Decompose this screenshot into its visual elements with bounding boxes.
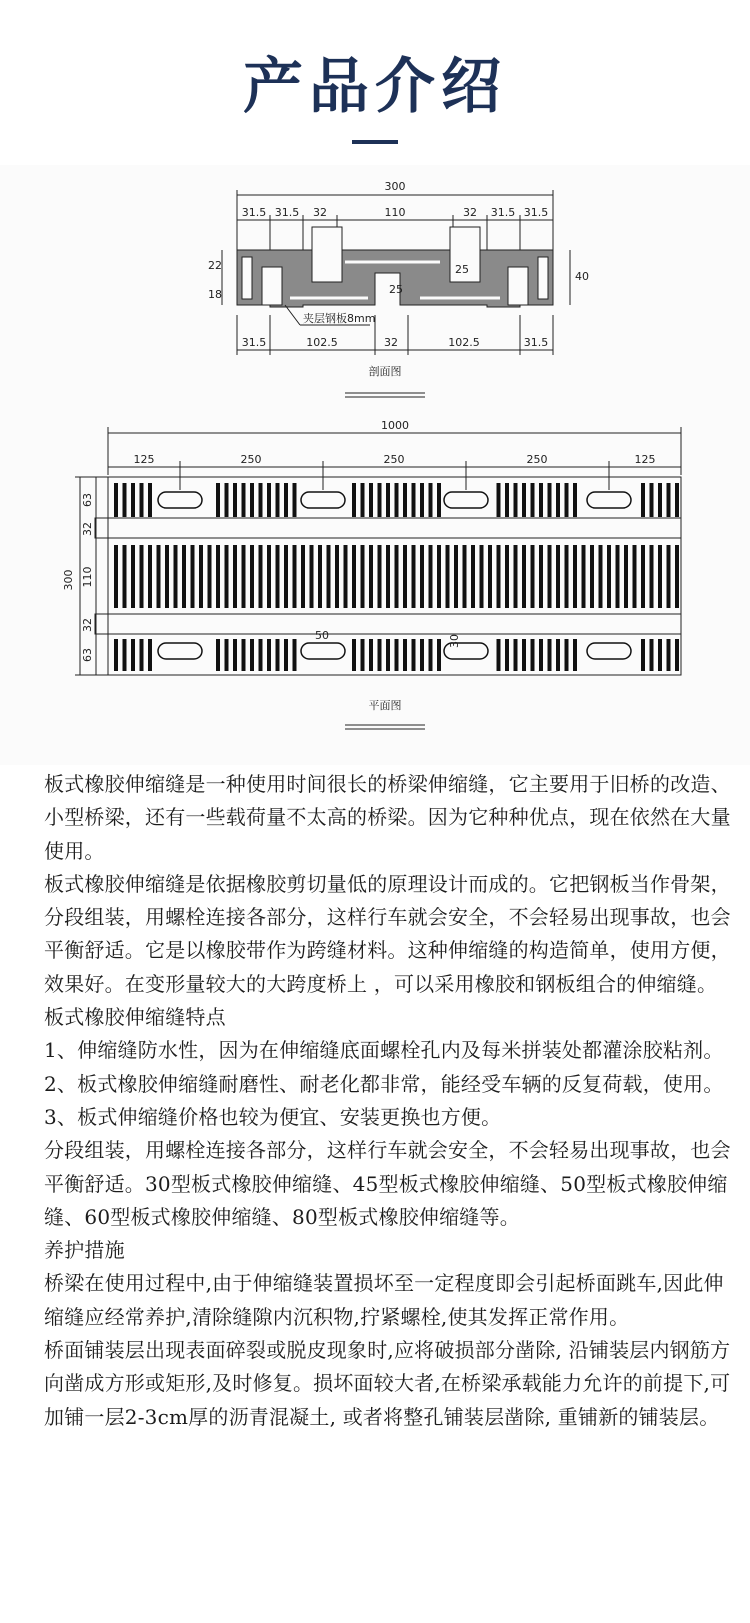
rubber-rib	[267, 483, 271, 517]
paragraph: 养护措施	[44, 1238, 125, 1263]
sec-dim-2: 31.5	[274, 206, 300, 219]
rubber-rib	[327, 545, 331, 608]
sec-note: 夹层钢板8mm	[303, 312, 376, 325]
rubber-rib	[650, 639, 654, 671]
rubber-rib	[531, 545, 535, 608]
rubber-rib	[191, 545, 195, 608]
rubber-rib	[259, 545, 263, 608]
rubber-rib	[505, 545, 509, 608]
rubber-rib	[293, 545, 297, 608]
rubber-rib	[667, 545, 671, 608]
rubber-rib	[216, 639, 220, 671]
rubber-rib	[276, 639, 280, 671]
rubber-rib	[157, 545, 161, 608]
plan-dim-left-a: 63	[81, 493, 94, 507]
plan-dim-left-total: 300	[62, 569, 75, 591]
sec-dim-inner: 25	[455, 263, 469, 276]
rubber-rib	[140, 639, 144, 671]
rubber-rib	[301, 545, 305, 608]
sec-dim-mid: 25	[389, 283, 403, 296]
rubber-rib	[616, 545, 620, 608]
sec-dim-left-a: 22	[208, 259, 222, 272]
plan-caption: 平面图	[368, 699, 402, 712]
paragraph: 1、伸缩缝防水性，因为在伸缩缝底面螺栓孔内及每米拼装处都灌涂胶粘剂。	[44, 1038, 724, 1063]
rubber-rib	[454, 545, 458, 608]
rubber-rib	[556, 483, 560, 517]
rubber-rib	[369, 483, 373, 517]
rubber-rib	[403, 639, 407, 671]
rubber-rib	[344, 545, 348, 608]
rubber-rib	[335, 545, 339, 608]
sec-dim-left-b: 18	[208, 288, 222, 301]
paragraph: 板式橡胶伸缩缝是依据橡胶剪切量低的原理设计而成的。它把钢板当作骨架，分段组装，用螺栓连接各部分，这样行车就会安全，不会轻易出现事故，也会平衡舒适。它是以橡胶带作为跨缝材料。这种伸缩缝的构造简单，使用方便，效果好。在变形量较大的大跨度桥上 ，可以采用橡胶和钢板组合的伸缩缝。	[44, 871, 731, 996]
rubber-rib	[565, 545, 569, 608]
rubber-rib	[675, 639, 679, 671]
rubber-rib	[114, 483, 118, 517]
bolt-slot	[444, 492, 488, 508]
rubber-rib	[250, 639, 254, 671]
rubber-rib	[369, 545, 373, 608]
rubber-rib	[352, 545, 356, 608]
rubber-rib	[514, 639, 518, 671]
page-title: 产品介绍	[243, 52, 507, 122]
rubber-rib	[242, 483, 246, 517]
rubber-rib	[420, 639, 424, 671]
plan-dim-total: 1000	[381, 419, 409, 432]
rubber-rib	[267, 545, 271, 608]
rubber-rib	[284, 483, 288, 517]
rubber-rib	[412, 639, 416, 671]
rubber-rib	[556, 545, 560, 608]
plan-dim-left-d: 32	[81, 618, 94, 632]
rubber-rib	[539, 545, 543, 608]
paragraph: 板式橡胶伸缩缝是一种使用时间很长的桥梁伸缩缝，它主要用于旧桥的改造、小型桥梁，还有一些载荷量不太高的桥梁。因为它种种优点，现在依然在大量使用。	[44, 772, 731, 863]
paragraph: 2、板式橡胶伸缩缝耐磨性、耐老化都非常，能经受车辆的反复荷载，使用。	[44, 1071, 724, 1096]
bolt-slot	[158, 492, 202, 508]
rubber-rib	[259, 639, 263, 671]
rubber-rib	[225, 639, 229, 671]
rubber-rib	[429, 545, 433, 608]
rubber-rib	[548, 639, 552, 671]
rubber-rib	[582, 545, 586, 608]
rubber-rib	[548, 545, 552, 608]
rubber-rib	[293, 483, 297, 517]
rubber-rib	[667, 483, 671, 517]
rubber-rib	[522, 639, 526, 671]
rubber-rib	[565, 639, 569, 671]
rubber-rib	[573, 545, 577, 608]
rubber-rib	[123, 545, 127, 608]
rubber-rib	[216, 483, 220, 517]
rubber-rib	[403, 545, 407, 608]
rubber-rib	[505, 639, 509, 671]
rubber-rib	[531, 639, 535, 671]
paragraph: 分段组装，用螺栓连接各部分，这样行车就会安全，不会轻易出现事故，也会平衡舒适。30型板式橡胶伸缩缝、45型板式橡胶伸缩缝、50型板式橡胶伸缩缝、60型板式橡胶伸缩缝、80型板式橡胶伸缩缝等。	[44, 1138, 731, 1229]
section-caption: 剖面图	[368, 365, 402, 378]
rubber-rib	[548, 483, 552, 517]
rubber-rib	[250, 545, 254, 608]
plan-dim-left-e: 63	[81, 648, 94, 662]
rubber-rib	[123, 483, 127, 517]
rubber-rib	[573, 639, 577, 671]
rubber-rib	[412, 483, 416, 517]
rubber-rib	[480, 545, 484, 608]
sec-dim-4: 110	[384, 206, 406, 219]
bolt-slot	[301, 643, 345, 659]
rubber-rib	[233, 545, 237, 608]
rubber-rib	[131, 483, 135, 517]
rubber-rib	[497, 545, 501, 608]
rubber-rib	[386, 483, 390, 517]
rubber-rib	[497, 639, 501, 671]
rubber-rib	[361, 639, 365, 671]
rubber-rib	[437, 639, 441, 671]
rubber-rib	[148, 483, 152, 517]
bolt-slot	[587, 643, 631, 659]
rubber-rib	[641, 545, 645, 608]
rubber-rib	[641, 639, 645, 671]
rubber-rib	[675, 545, 679, 608]
rubber-rib	[259, 483, 263, 517]
rubber-rib	[148, 639, 152, 671]
rubber-rib	[293, 639, 297, 671]
rubber-rib	[216, 545, 220, 608]
rubber-rib	[420, 545, 424, 608]
rubber-rib	[267, 639, 271, 671]
rubber-rib	[250, 483, 254, 517]
rubber-rib	[182, 545, 186, 608]
rubber-rib	[174, 545, 178, 608]
bolt-slot	[587, 492, 631, 508]
sec-dim-3: 32	[313, 206, 327, 219]
rubber-rib	[539, 639, 543, 671]
rubber-rib	[208, 545, 212, 608]
rubber-rib	[514, 483, 518, 517]
rubber-rib	[284, 639, 288, 671]
rubber-rib	[395, 545, 399, 608]
bolt-slot	[158, 643, 202, 659]
rubber-rib	[284, 545, 288, 608]
rubber-rib	[429, 639, 433, 671]
rubber-rib	[403, 483, 407, 517]
drawing-svg	[0, 165, 750, 765]
rubber-rib	[607, 545, 611, 608]
rubber-rib	[276, 483, 280, 517]
page-header	[0, 0, 750, 165]
rubber-rib	[233, 639, 237, 671]
rubber-rib	[140, 483, 144, 517]
technical-drawing	[0, 165, 750, 765]
rubber-rib	[497, 483, 501, 517]
rubber-rib	[378, 483, 382, 517]
title-underline	[352, 140, 398, 144]
rubber-rib	[658, 545, 662, 608]
rubber-rib	[395, 483, 399, 517]
rubber-rib	[522, 545, 526, 608]
rubber-rib	[233, 483, 237, 517]
sec-bot-5: 31.5	[523, 336, 549, 349]
rubber-rib	[131, 639, 135, 671]
rubber-rib	[429, 483, 433, 517]
rubber-rib	[556, 639, 560, 671]
rubber-rib	[378, 545, 382, 608]
rubber-rib	[531, 483, 535, 517]
sec-dim-7: 31.5	[523, 206, 549, 219]
rubber-rib	[165, 545, 169, 608]
rubber-rib	[522, 483, 526, 517]
plan-dim-2: 250	[240, 453, 262, 466]
rubber-rib	[242, 545, 246, 608]
plan-dim-3: 250	[383, 453, 405, 466]
rubber-rib	[352, 483, 356, 517]
rubber-rib	[505, 483, 509, 517]
rubber-rib	[352, 639, 356, 671]
rubber-rib	[225, 545, 229, 608]
rubber-rib	[114, 639, 118, 671]
rubber-rib	[199, 545, 203, 608]
paragraph: 桥梁在使用过程中,由于伸缩缝装置损坏至一定程度即会引起桥面跳车,因此伸缩缝应经常养护,清除缝隙内沉积物,拧紧螺栓,使其发挥正常作用。	[44, 1271, 724, 1329]
description-text	[44, 768, 734, 1434]
rubber-rib	[242, 639, 246, 671]
paragraph: 3、板式伸缩缝价格也较为便宜、安装更换也方便。	[44, 1104, 502, 1129]
rubber-rib	[658, 483, 662, 517]
rubber-rib	[412, 545, 416, 608]
rubber-rib	[658, 639, 662, 671]
rubber-rib	[667, 639, 671, 671]
rubber-rib	[539, 483, 543, 517]
rubber-rib	[463, 545, 467, 608]
sec-dim-total: 300	[384, 180, 406, 193]
rubber-rib	[369, 639, 373, 671]
rubber-rib	[386, 639, 390, 671]
rubber-rib	[599, 545, 603, 608]
rubber-rib	[140, 545, 144, 608]
rubber-rib	[675, 483, 679, 517]
plan-dim-slot-h: 30	[448, 634, 461, 648]
rubber-rib	[225, 483, 229, 517]
rubber-rib	[565, 483, 569, 517]
rubber-rib	[641, 483, 645, 517]
sec-dim-1: 31.5	[241, 206, 267, 219]
sec-dim-6: 31.5	[490, 206, 516, 219]
paragraph: 板式橡胶伸缩缝特点	[44, 1005, 226, 1030]
rubber-rib	[131, 545, 135, 608]
rubber-rib	[276, 545, 280, 608]
sec-bot-2: 102.5	[306, 336, 338, 349]
rubber-rib	[318, 545, 322, 608]
plan-dim-left-b: 32	[81, 522, 94, 536]
rubber-rib	[420, 483, 424, 517]
rubber-rib	[361, 545, 365, 608]
rubber-rib	[650, 545, 654, 608]
rubber-rib	[650, 483, 654, 517]
rubber-rib	[590, 545, 594, 608]
rubber-rib	[624, 545, 628, 608]
rubber-rib	[437, 483, 441, 517]
rubber-rib	[378, 639, 382, 671]
rubber-rib	[471, 545, 475, 608]
plan-dim-4: 250	[526, 453, 548, 466]
rubber-rib	[310, 545, 314, 608]
rubber-rib	[361, 483, 365, 517]
sec-bot-3: 32	[384, 336, 398, 349]
rubber-rib	[114, 545, 118, 608]
bolt-slot	[301, 492, 345, 508]
sec-bot-1: 31.5	[241, 336, 267, 349]
rubber-rib	[573, 483, 577, 517]
rubber-rib	[395, 639, 399, 671]
plan-dim-left-c: 110	[81, 566, 94, 588]
rubber-rib	[633, 545, 637, 608]
rubber-rib	[123, 639, 127, 671]
rubber-rib	[437, 545, 441, 608]
paragraph: 桥面铺装层出现表面碎裂或脱皮现象时,应将破损部分凿除, 沿铺装层内钢筋方向凿成方形或矩形,及时修复。损坏面较大者,在桥梁承载能力允许的前提下,可加铺一层2-3cm厚的沥青混凝土, 或者将整孔铺装层凿除, 重铺新的铺装层。	[44, 1338, 731, 1429]
rubber-rib	[488, 545, 492, 608]
plan-dim-5: 125	[634, 453, 656, 466]
rubber-rib	[514, 545, 518, 608]
rubber-rib	[148, 545, 152, 608]
rubber-rib	[446, 545, 450, 608]
plan-dim-slot-w: 50	[315, 629, 329, 642]
sec-dim-5: 32	[463, 206, 477, 219]
sec-bot-4: 102.5	[448, 336, 480, 349]
rubber-rib	[386, 545, 390, 608]
sec-dim-right: 40	[575, 270, 589, 283]
plan-dim-1: 125	[133, 453, 155, 466]
